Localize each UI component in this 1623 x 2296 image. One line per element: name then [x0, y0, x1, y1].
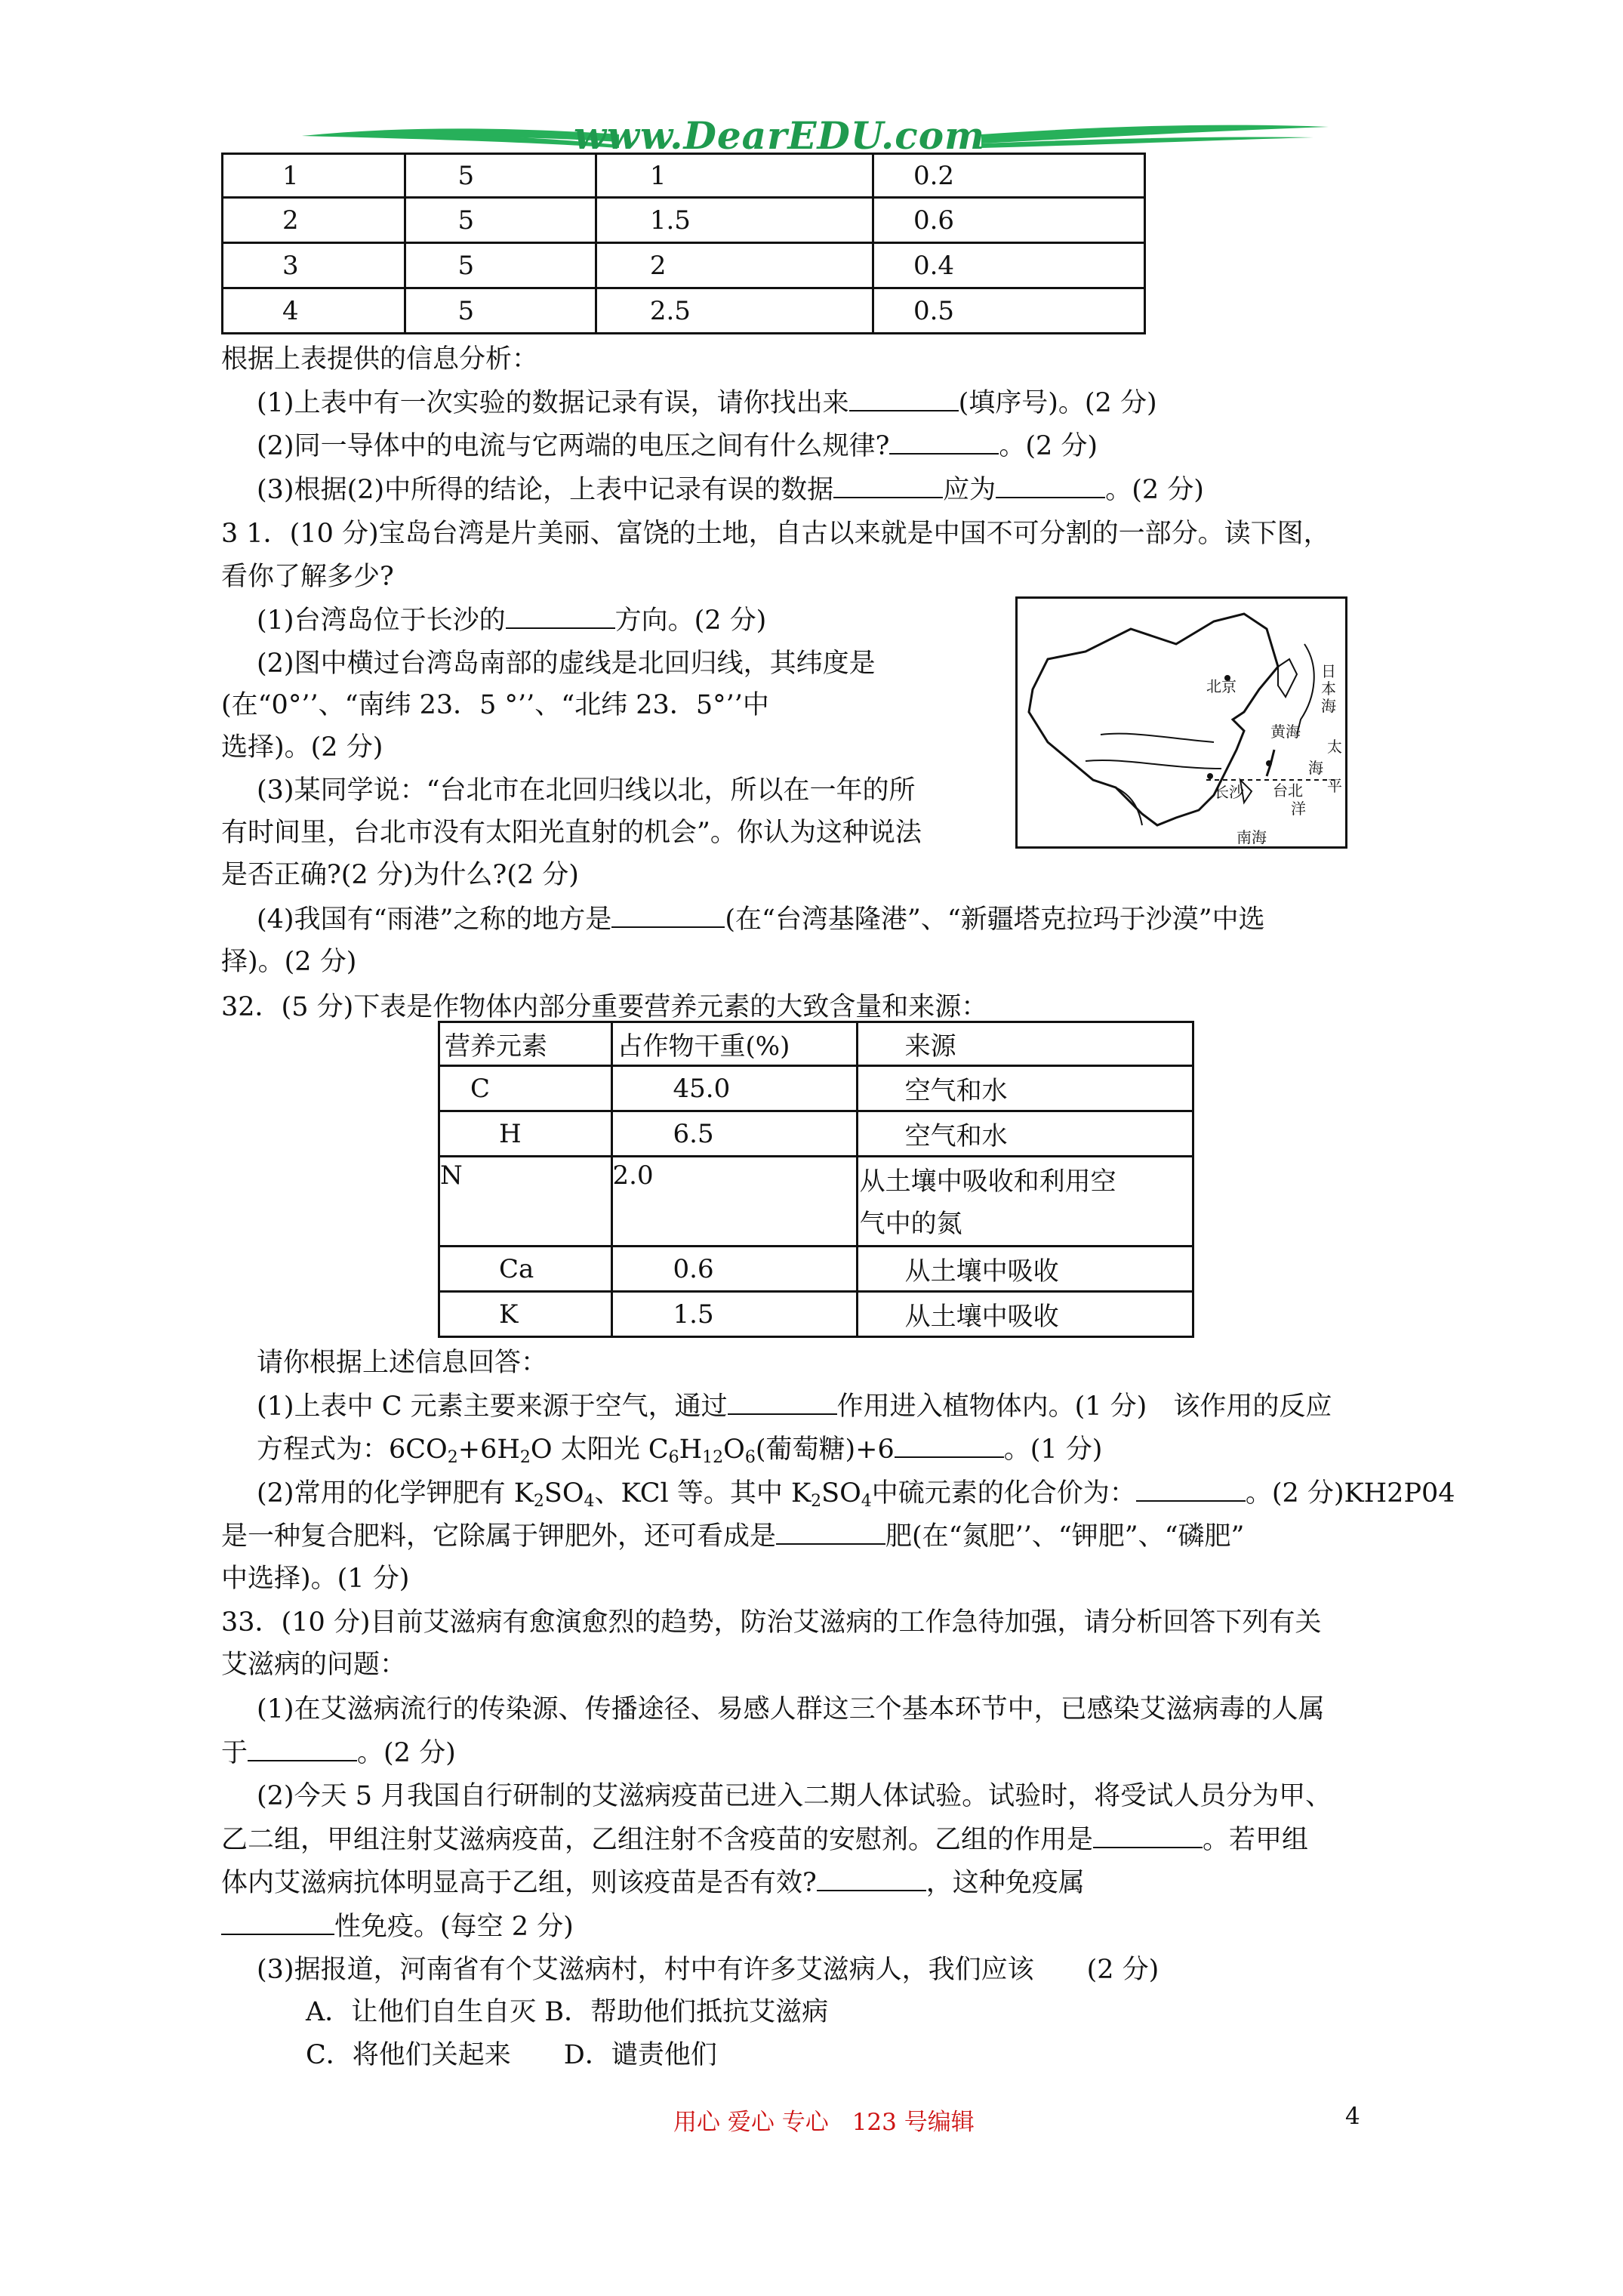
table-cell: 1: [223, 154, 405, 198]
table-cell: 空气和水: [857, 1111, 1193, 1157]
table-cell: 1.5: [596, 198, 873, 243]
table-cell: 5: [405, 288, 596, 334]
answer-blank[interactable]: [996, 471, 1105, 498]
answer-blank[interactable]: [221, 1908, 334, 1935]
q31-part3-line2: 有时间里，台北市没有太阳光直射的机会”。你认为这种说法: [221, 818, 922, 848]
changsha-marker: [1207, 773, 1213, 779]
table-cell: 6.5: [611, 1111, 857, 1157]
q32-part1-line1: (1)上表中 C 元素主要来源于空气，通过 作用进入植物体内。(1 分) 该作用的反应: [257, 1388, 1332, 1425]
q32-part2-line1: (2)常用的化学钾肥有 $K_2SO_4$、KCl 等。其中 $K_2SO_4$中硫元素的化合价为： 。(2 分)KH2P04: [257, 1475, 1455, 1520]
table-row: [439, 1066, 1193, 1111]
answer-blank[interactable]: [817, 1864, 926, 1891]
q30-intro: 根据上表提供的信息分析：: [221, 344, 539, 374]
q31-part4-line2: 择)。(2 分): [221, 947, 357, 977]
table-cell: N: [439, 1157, 612, 1247]
q33-options-ab: A．让他们自生自灭 B．帮助他们抵抗艾滋病: [306, 1997, 829, 2027]
table-header-cell: 营养元素: [439, 1022, 612, 1066]
q31-part2-line3: 选择)。(2 分): [221, 732, 383, 763]
experiment-data-table: [221, 153, 1146, 334]
q32-part2-line2: 是一种复合肥料，它除属于钾肥外，还可看成是 肥(在“氮肥’’、“钾肥”、“磷肥”: [221, 1518, 1244, 1555]
q32-part1-line2: 方程式为：$6CO_2+6H_2O$ 太阳光 $C_6H_{12}O_6$(葡萄糖)+6 。(1 分): [257, 1431, 1102, 1476]
map-label-japan-hai: 海: [1321, 697, 1336, 715]
table-cell: 3: [223, 243, 405, 288]
table-cell: 0.6: [873, 198, 1144, 243]
map-label-pacific-tai: 太: [1327, 738, 1342, 756]
q31-part3-line3: 是否正确?(2 分)为什么?(2 分): [221, 860, 579, 890]
table-cell: Ca: [439, 1247, 612, 1292]
answer-blank[interactable]: [895, 1431, 1004, 1458]
answer-blank[interactable]: [248, 1734, 357, 1761]
map-label-huanghai: 黄海: [1270, 723, 1301, 741]
q32-part2-line3: 中选择)。(1 分): [221, 1564, 410, 1594]
q33-part2-line4: 性免疫。(每空 2 分): [221, 1908, 574, 1945]
table-cell: K: [439, 1292, 612, 1337]
q31-part1: (1)台湾岛位于长沙的 方向。(2 分): [257, 602, 766, 639]
q30-part3: (3)根据(2)中所得的结论，上表中记录有误的数据 应为 。(2 分): [257, 471, 1204, 508]
q33-part2-line1: (2)今天 5 月我国自行研制的艾滋病疫苗已进入二期人体试验。试验时，将受试人员分为甲、: [257, 1781, 1332, 1811]
table-cell: 2: [223, 198, 405, 243]
q30-part2: (2)同一导体中的电流与它两端的电压之间有什么规律? 。(2 分): [257, 427, 1098, 464]
page-number: 4: [1345, 2103, 1360, 2130]
table-row: [439, 1157, 1193, 1247]
q33-options-cd: C．将他们关起来 D．谴责他们: [306, 2040, 717, 2070]
q31-stem-line2: 看你了解多少?: [221, 562, 394, 592]
q33-part1-line2: 于 。(2 分): [221, 1734, 456, 1771]
answer-blank[interactable]: [849, 384, 959, 411]
map-label-pacific-hai: 海: [1308, 759, 1323, 777]
table-cell: 0.5: [873, 288, 1144, 334]
table-cell: 从土壤中吸收: [857, 1292, 1193, 1337]
q33-part2-line3: 体内艾滋病抗体明显高于乙组，则该疫苗是否有效? ，这种免疫属: [221, 1864, 1085, 1901]
map-label-taibei: 台北: [1273, 781, 1303, 800]
table-row: [439, 1292, 1193, 1337]
nutrient-elements-table: [438, 1021, 1194, 1338]
table-row: [439, 1247, 1193, 1292]
q31-part2-line1: (2)图中横过台湾岛南部的虚线是北回归线，其纬度是: [257, 649, 876, 679]
table-cell: 从土壤中吸收和利用空 气中的氮: [857, 1157, 1193, 1247]
map-label-pacific-yang: 洋: [1291, 800, 1306, 818]
table-cell: 0.4: [873, 243, 1144, 288]
table-header-row: [439, 1022, 1193, 1066]
answer-blank[interactable]: [611, 901, 725, 928]
table-cell: 2: [596, 243, 873, 288]
map-label-japan-ri: 日: [1321, 662, 1336, 680]
table-cell: C: [439, 1066, 612, 1111]
q33-stem-line2: 艾滋病的问题：: [221, 1650, 407, 1680]
table-cell: 0.6: [611, 1247, 857, 1292]
map-label-beijing: 北京: [1206, 677, 1236, 695]
q31-part4: (4)我国有“雨港”之称的地方是 (在“台湾基隆港”、“新疆塔克拉玛于沙漠”中选: [257, 901, 1265, 938]
table-cell: 2.5: [596, 288, 873, 334]
table-cell: 1: [596, 154, 873, 198]
table-cell: 45.0: [611, 1066, 857, 1111]
map-label-nanhai: 南海: [1236, 828, 1267, 846]
answer-blank[interactable]: [889, 427, 999, 455]
table-row: [223, 288, 1145, 334]
china-map-figure: [1015, 596, 1347, 849]
answer-blank[interactable]: [728, 1388, 837, 1415]
table-cell: 0.2: [873, 154, 1144, 198]
q32-intro: 32．(5 分)下表是作物体内部分重要营养元素的大致含量和来源：: [221, 992, 988, 1022]
table-row: [439, 1111, 1193, 1157]
answer-blank[interactable]: [506, 602, 615, 629]
q33-part2-line2: 乙二组，甲组注射艾滋病疫苗，乙组注射不含疫苗的安慰剂。乙组的作用是 。若甲组: [221, 1821, 1308, 1858]
table-cell: 5: [405, 154, 596, 198]
table-row: [223, 243, 1145, 288]
map-label-changsha: 长沙: [1214, 783, 1244, 801]
answer-blank[interactable]: [1093, 1821, 1203, 1848]
q31-part3-line1: (3)某同学说：“台北市在北回归线以北，所以在一年的所: [257, 775, 916, 806]
answer-blank[interactable]: [1136, 1475, 1246, 1502]
table-cell: 1.5: [611, 1292, 857, 1337]
q31-part2-line2: (在“0°’’、“南纬 23．5 °’’、“北纬 23．5°’’中: [221, 690, 769, 720]
table-cell: 5: [405, 198, 596, 243]
q33-stem-line1: 33．(10 分)目前艾滋病有愈演愈烈的趋势，防治艾滋病的工作急待加强，请分析回答下列有关: [221, 1607, 1322, 1638]
table-cell: 4: [223, 288, 405, 334]
answer-blank[interactable]: [833, 471, 943, 498]
table-cell: 2.0: [611, 1157, 857, 1247]
site-logo-text: www.DearEDU.com: [574, 113, 986, 158]
q32-ask: 请你根据上述信息回答：: [257, 1348, 548, 1378]
table-cell: 从土壤中吸收: [857, 1247, 1193, 1292]
map-label-pacific-ping: 平: [1327, 777, 1342, 795]
table-cell: 5: [405, 243, 596, 288]
taibei-marker: [1266, 760, 1272, 766]
q30-part1: (1)上表中有一次实验的数据记录有误，请你找出来 (填序号)。(2 分): [257, 384, 1157, 421]
q33-part1-line1: (1)在艾滋病流行的传染源、传播途径、易感人群这三个基本环节中，已感染艾滋病毒的人属: [257, 1694, 1325, 1724]
footer-motto: 用心 爱心 专心 123 号编辑: [673, 2109, 975, 2136]
table-header-cell: 来源: [857, 1022, 1193, 1066]
table-cell: 空气和水: [857, 1066, 1193, 1111]
answer-blank[interactable]: [776, 1518, 885, 1545]
map-label-japan-ben: 本: [1321, 680, 1336, 698]
q33-part3: (3)据报道，河南省有个艾滋病村，村中有许多艾滋病人，我们应该 (2 分): [257, 1955, 1160, 1985]
table-cell: H: [439, 1111, 612, 1157]
q31-stem-line1: 3 1．(10 分)宝岛台湾是片美丽、富饶的土地，自古以来就是中国不可分割的一部分。读下图，: [221, 519, 1330, 549]
table-row: [223, 154, 1145, 198]
table-row: [223, 198, 1145, 243]
table-header-cell: 占作物干重(%): [611, 1022, 857, 1066]
